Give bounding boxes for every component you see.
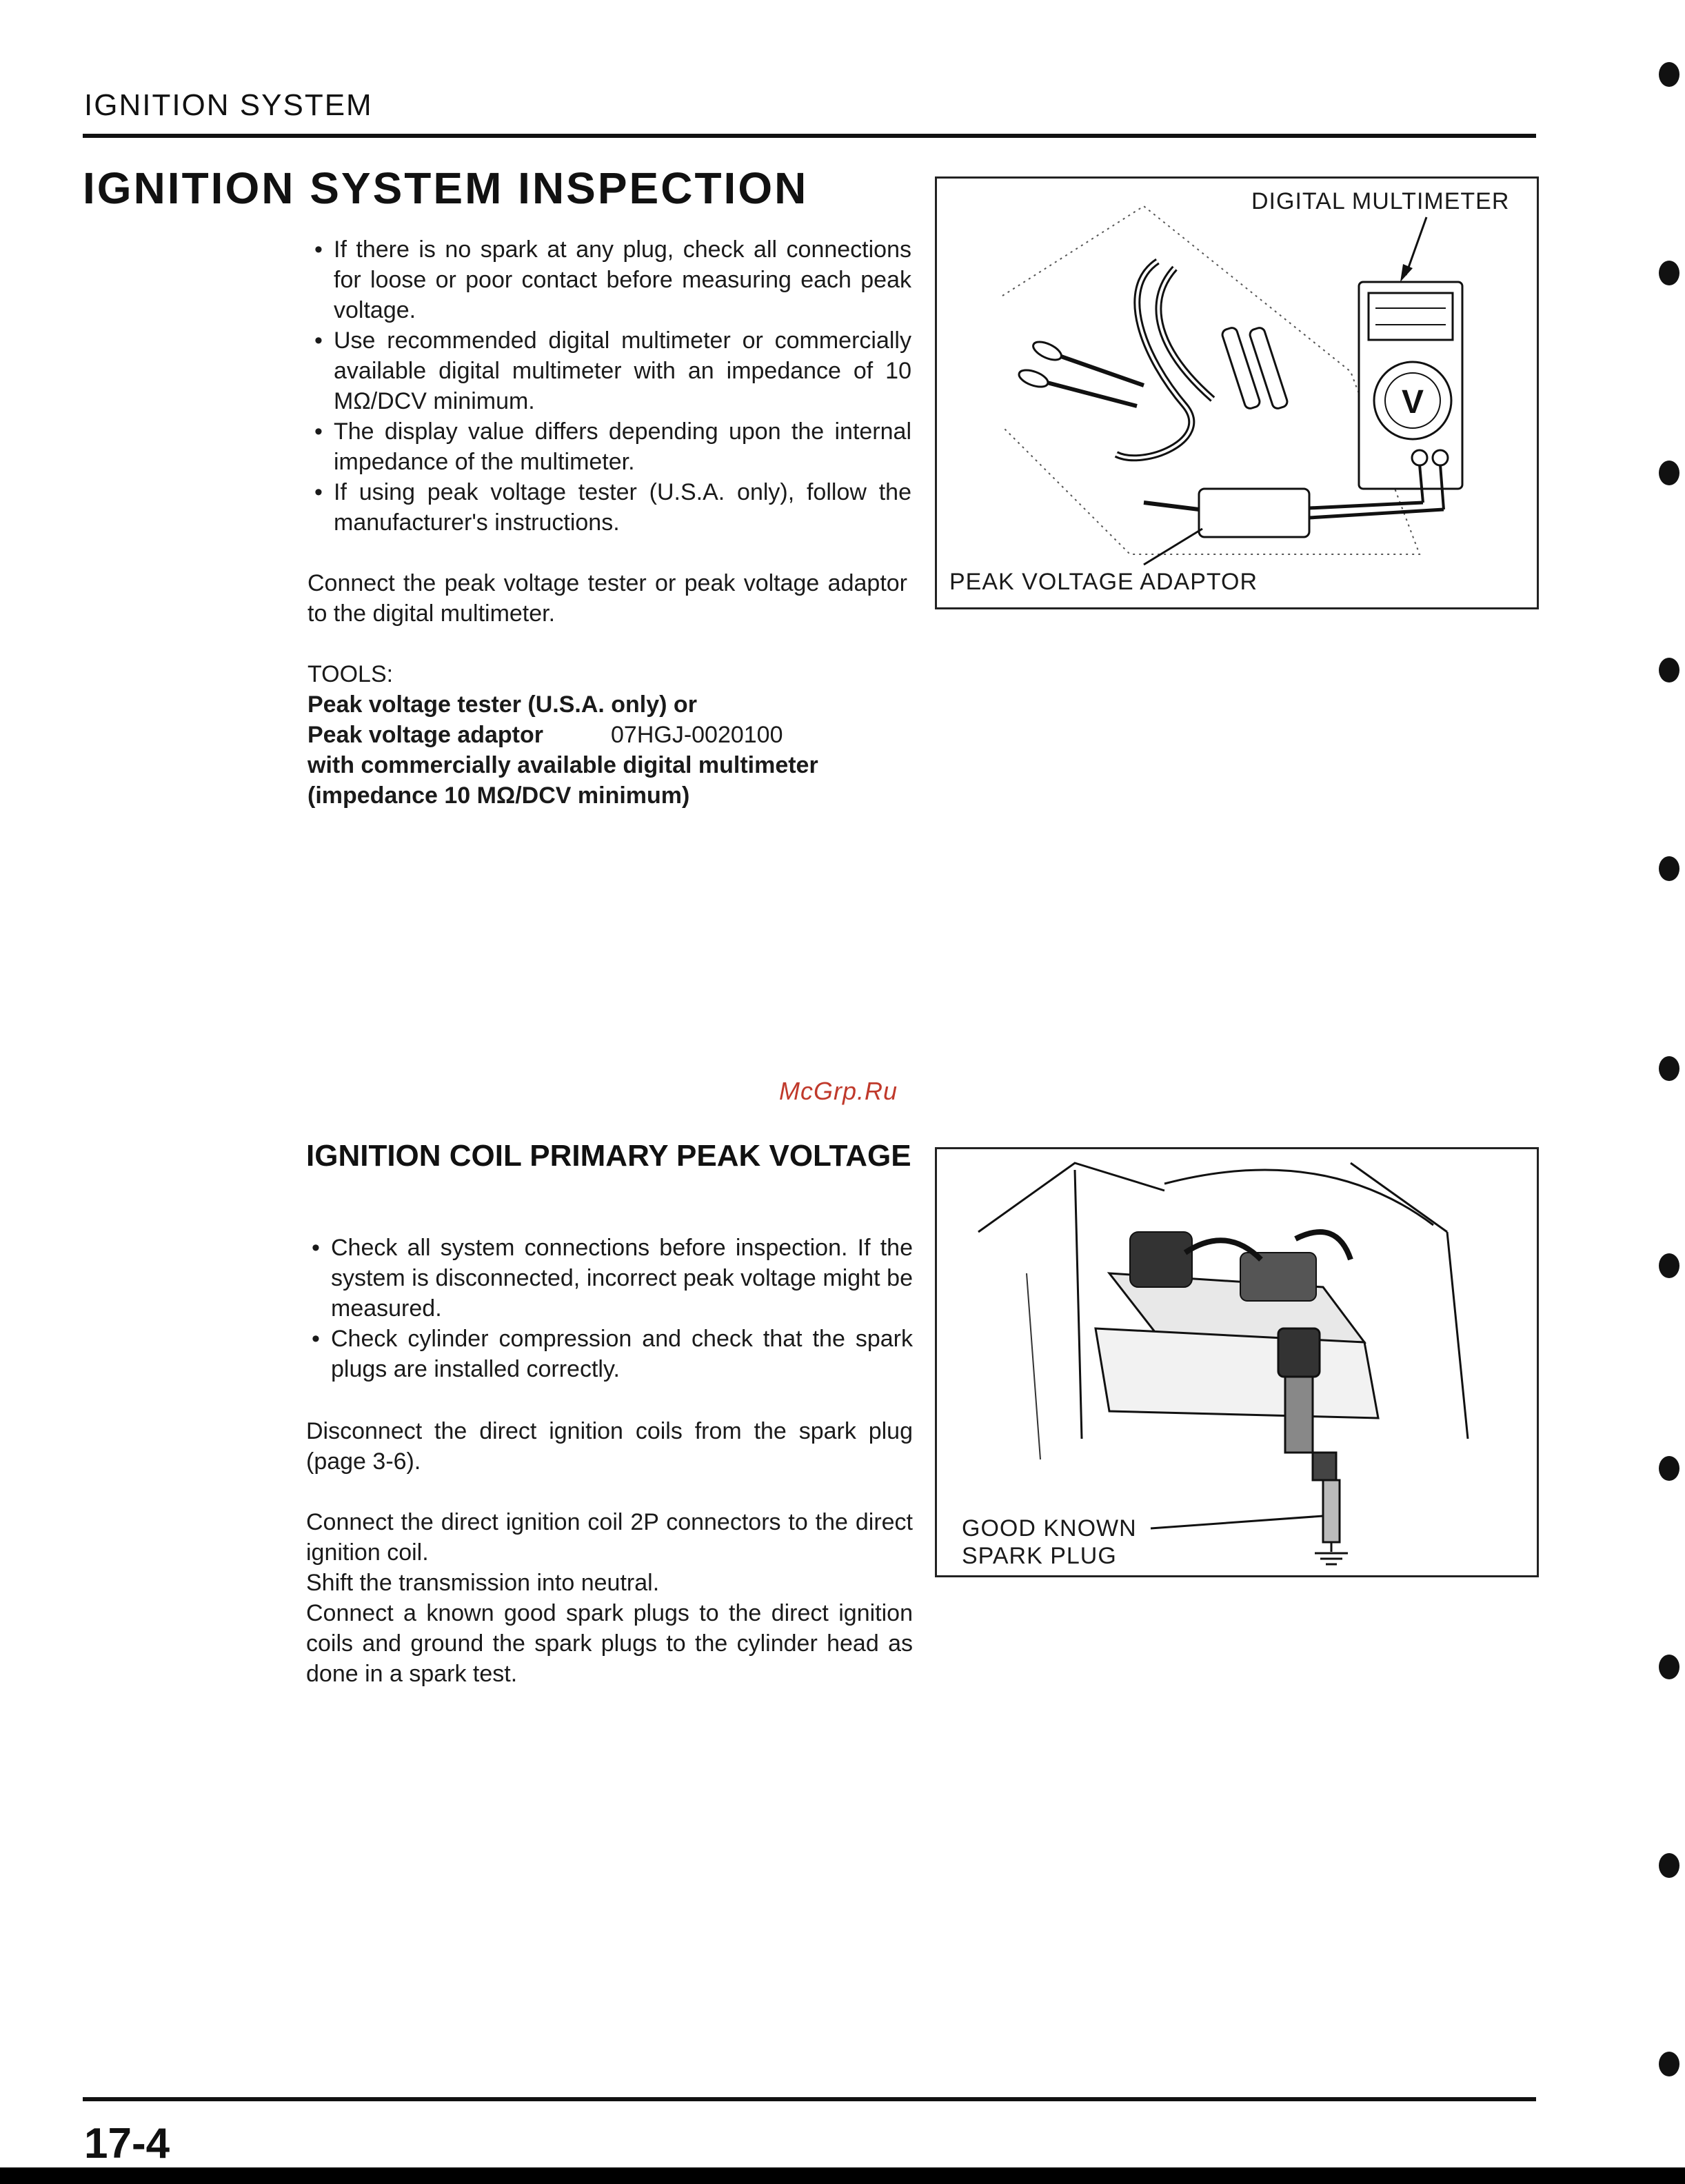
list-item: • The display value differs depending upon the internal impedance of the multimeter.	[312, 416, 911, 477]
list-item: • If using peak voltage tester (U.S.A. only), follow the manufacturer's instructions.	[312, 477, 911, 538]
binding-hole-icon	[1659, 1853, 1679, 1878]
section-heading: IGNITION COIL PRIMARY PEAK VOLTAGE	[306, 1139, 911, 1173]
section-header-label: IGNITION SYSTEM	[84, 88, 373, 122]
header-rule	[83, 134, 1536, 138]
list-item: • Use recommended digital multimeter or commercially available digital multimeter with an impedance of 10 MΩ/DCV minimum.	[312, 325, 911, 416]
connect-paragraph	[306, 1507, 913, 1689]
binding-hole-icon	[1659, 62, 1679, 87]
bottom-edge-bar	[0, 2167, 1685, 2184]
paragraph-line: Shift the transmission into neutral.	[306, 1570, 660, 1596]
spark-plug-figure	[935, 1147, 1539, 1577]
inspection-notes-list	[312, 234, 911, 538]
tool-line: Peak voltage tester (U.S.A. only) or	[307, 691, 697, 718]
multimeter-illustration	[937, 179, 1537, 607]
ground-icon	[1315, 1553, 1348, 1564]
connect-adaptor-paragraph: Connect the peak voltage tester or peak voltage adaptor to the digital multimeter.	[307, 570, 907, 627]
list-item: • If there is no spark at any plug, check all connections for loose or poor contact before measuring each peak voltage.	[312, 234, 911, 325]
tool-part-number: 07HGJ-0020100	[611, 722, 783, 748]
paragraph-line: Connect a known good spark plugs to the direct ignition coils and ground the spark plugs to the cylinder head as done in a spark test.	[306, 1600, 913, 1687]
list-item: • Check all system connections before inspection. If the system is disconnected, incorrect peak voltage might be measured.	[309, 1233, 913, 1324]
multimeter-icon	[1359, 282, 1462, 489]
multimeter-figure	[935, 176, 1539, 609]
binding-hole-icon	[1659, 856, 1679, 881]
engine-illustration	[937, 1149, 1537, 1575]
binding-hole-icon	[1659, 1056, 1679, 1081]
tool-name: Peak voltage adaptor	[307, 722, 544, 748]
disconnect-paragraph: Disconnect the direct ignition coils from the spark plug (page 3-6).	[306, 1418, 913, 1475]
tools-block	[307, 659, 928, 811]
footer-rule	[83, 2097, 1536, 2101]
figure-label-multimeter: DIGITAL MULTIMETER	[1251, 188, 1510, 214]
binding-hole-icon	[1659, 2052, 1679, 2076]
tools-heading: TOOLS:	[307, 661, 394, 687]
binding-hole-icon	[1659, 658, 1679, 682]
figure-label-adaptor: PEAK VOLTAGE ADAPTOR	[949, 569, 1258, 595]
watermark-text: McGrp.Ru	[779, 1077, 898, 1105]
svg-text:V: V	[1401, 384, 1424, 421]
binding-hole-icon	[1659, 1253, 1679, 1278]
tool-line: with commercially available digital multimeter	[307, 752, 818, 778]
tool-line: (impedance 10 MΩ/DCV minimum)	[307, 782, 690, 809]
binding-hole-icon	[1659, 461, 1679, 485]
figure-label-spark-plug: GOOD KNOWN SPARK PLUG	[962, 1515, 1137, 1569]
list-item: • Check cylinder compression and check that the spark plugs are installed correctly.	[309, 1324, 913, 1384]
binding-hole-icon	[1659, 1655, 1679, 1679]
binding-hole-icon	[1659, 1456, 1679, 1481]
paragraph-line: Connect the direct ignition coil 2P connectors to the direct ignition coil.	[306, 1509, 913, 1566]
page-title: IGNITION SYSTEM INSPECTION	[83, 163, 809, 213]
binding-hole-icon	[1659, 261, 1679, 285]
page-number: 17-4	[84, 2120, 170, 2167]
coil-notes-list	[309, 1233, 913, 1384]
